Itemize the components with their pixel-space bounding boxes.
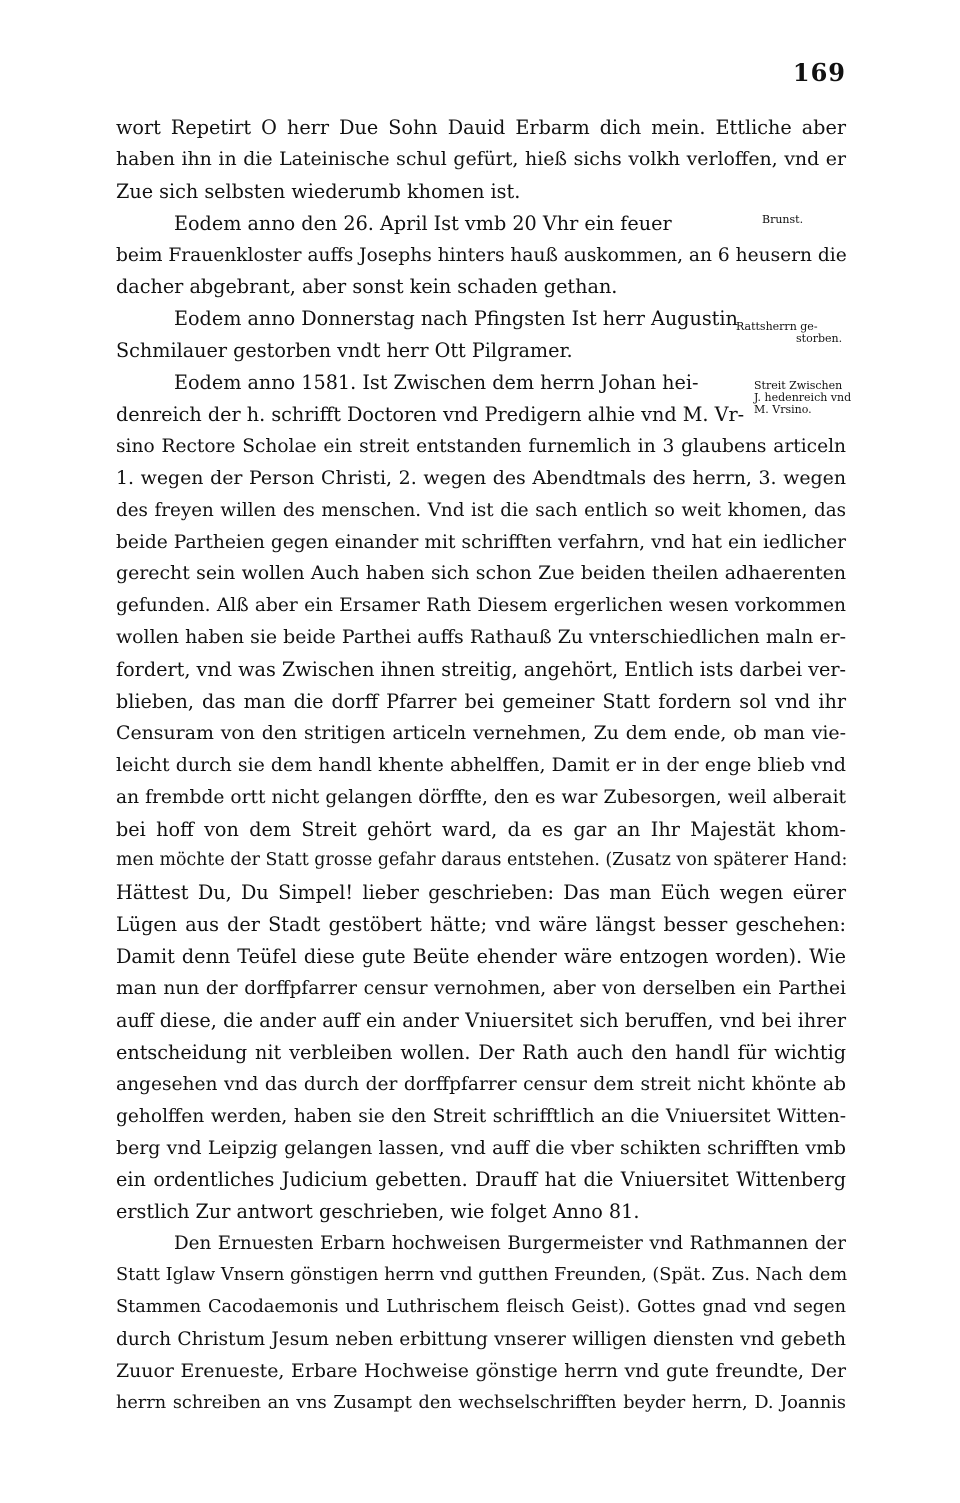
text-line: entscheidung nit verbleiben wollen. Der Rath auch den handl für wichtig xyxy=(116,1040,846,1064)
margin-note-line: J. hedenreich vnd xyxy=(754,391,852,404)
text-line: 1. wegen der Person Christi, 2. wegen des Abendtmals des herrn, 3. wegen xyxy=(116,466,846,489)
text-line: haben ihn in die Lateinische schul gefürt, hieß sichs volkh verloffen, vnd er xyxy=(116,147,846,170)
text-line: wort Repetirt O herr Due Sohn Dauid Erbarm dich mein. Ettliche aber xyxy=(116,116,846,139)
text-line: Stammen Cacodaemonis und Luthrischem fleisch Geist). Gottes gnad vnd segen xyxy=(116,1296,846,1317)
text-line: beim Frauenkloster auffs Josephs hinters hauß auskommen, an 6 heusern die xyxy=(116,244,847,266)
text-line: Zue sich selbsten wiederumb khomen ist. xyxy=(116,179,521,203)
text-line: angesehen vnd das durch der dorffpfarrer censur dem streit nicht khönte ab xyxy=(116,1073,846,1095)
text-line: Zuuor Erenueste, Erbare Hochweise gönstige herrn vnd gute freundte, Der xyxy=(116,1359,846,1382)
page-number: 169 xyxy=(792,58,846,87)
text-line: beide Partheien gegen einander mit schrifften verfahrn, vnd hat ein iedlicher xyxy=(116,531,846,553)
text-line: des freyen willen des menschen. Vnd ist die sach entlich so weit khomen, das xyxy=(116,499,846,521)
text-line: Schmilauer gestorben vndt herr Ott Pilgramer. xyxy=(116,339,573,363)
text-line: Hättest Du, Du Simpel! lieber geschrieben: Das man Eüch wegen eürer xyxy=(116,881,846,905)
text-line: an frembde ortt nicht gelangen dörffte, den es war Zubesorgen, weil alberait xyxy=(116,786,846,808)
text-line: fordert, vnd was Zwischen ihnen streitig, angehört, Entlich ists darbei ver- xyxy=(116,658,847,682)
text-line: denreich der h. schrifft Doctoren vnd Predigern alhie vnd M. Vr- xyxy=(116,403,745,427)
margin-note-line: M. Vrsino. xyxy=(754,403,812,416)
text-line: herrn schreiben an vns Zusampt den wechselschrifften beyder herrn, D. Joannis xyxy=(116,1392,846,1413)
text-line: dacher abgebrant, aber sonst kein schaden gethan. xyxy=(116,275,618,299)
margin-note-brunst xyxy=(762,214,803,226)
text-line: Censuram von den stritigen articeln vernehmen, Zu dem ende, ob man vie- xyxy=(116,721,846,744)
text-line: Den Ernuesten Erbarn hochweisen Burgermeister vnd Rathmannen der xyxy=(174,1233,846,1255)
text-line: geholffen werden, haben sie den Streit schrifftlich an die Vniuersitet Witten- xyxy=(116,1105,846,1127)
text-line: Damit denn Teüfel diese gute Beüte ehender wäre entzogen worden). Wie xyxy=(116,945,846,969)
text-line: man nun der dorffpfarrer censur vernohmen, aber von derselben ein Parthei xyxy=(116,978,846,1000)
margin-note-ratsherren xyxy=(736,321,842,345)
text-line: Lügen aus der Stadt gestöbert hätte; vnd wäre längst besser geschehen: xyxy=(116,913,846,937)
text-line: leicht durch sie dem handl khente abhelffen, Damit er in der enge blieb vnd xyxy=(116,753,846,776)
text-line: erstlich Zur antwort geschrieben, wie folget Anno 81. xyxy=(116,1200,640,1224)
margin-note-line: storben. xyxy=(796,332,843,345)
text-line: sino Rectore Scholae ein streit entstanden furnemlich in 3 glaubens articeln xyxy=(116,435,846,457)
margin-note-line: Streit Zwischen xyxy=(754,379,843,392)
text-line: gerecht sein wollen Auch haben sich schon Zue beiden theilen adhaerenten xyxy=(116,562,846,585)
text-line: Eodem anno Donnerstag nach Pfingsten Ist herr Augustin xyxy=(174,307,738,331)
text-line: Eodem anno den 26. April Ist vmb 20 Vhr ein feuer xyxy=(174,211,672,235)
text-line: auff diese, die ander auff ein ander Vniuersitet sich beruffen, vnd bei ihrer xyxy=(116,1008,846,1032)
text-line: wollen haben sie beide Parthei auffs Rathauß Zu vnterschiedlichen maln er- xyxy=(116,626,846,649)
text-line: Eodem anno 1581. Ist Zwischen dem herrn Johan hei- xyxy=(174,371,699,395)
text-line: berg vnd Leipzig gelangen lassen, vnd auff die vber schikten schrifften vmb xyxy=(116,1136,846,1159)
text-line: men möchte der Statt grosse gefahr daraus entstehen. (Zusatz von späterer Hand: xyxy=(116,850,848,871)
text-line: blieben, das man die dorff Pfarrer bei gemeiner Statt fordern sol vnd ihr xyxy=(116,690,846,714)
margin-note-streit xyxy=(754,380,851,416)
text-line: durch Christum Jesum neben erbittung vnserer willigen diensten vnd gebeth xyxy=(116,1328,846,1350)
text-line: ein ordentliches Judicium gebetten. Drauff hat die Vniuersitet Wittenberg xyxy=(116,1168,846,1192)
margin-note-line: Rattsherrn ge- xyxy=(736,320,818,333)
text-line: bei hoff von dem Streit gehört ward, da es gar an Ihr Majestät khom- xyxy=(116,817,846,841)
text-line: Statt Iglaw Vnsern gönstigen herrn vnd gutthen Freunden, (Spät. Zus. Nach dem xyxy=(116,1265,848,1286)
text-line: gefunden. Alß aber ein Ersamer Rath Diesem ergerlichen wesen vorkommen xyxy=(116,595,846,617)
body-text xyxy=(116,112,846,1420)
margin-note-line: Brunst. xyxy=(762,213,804,226)
